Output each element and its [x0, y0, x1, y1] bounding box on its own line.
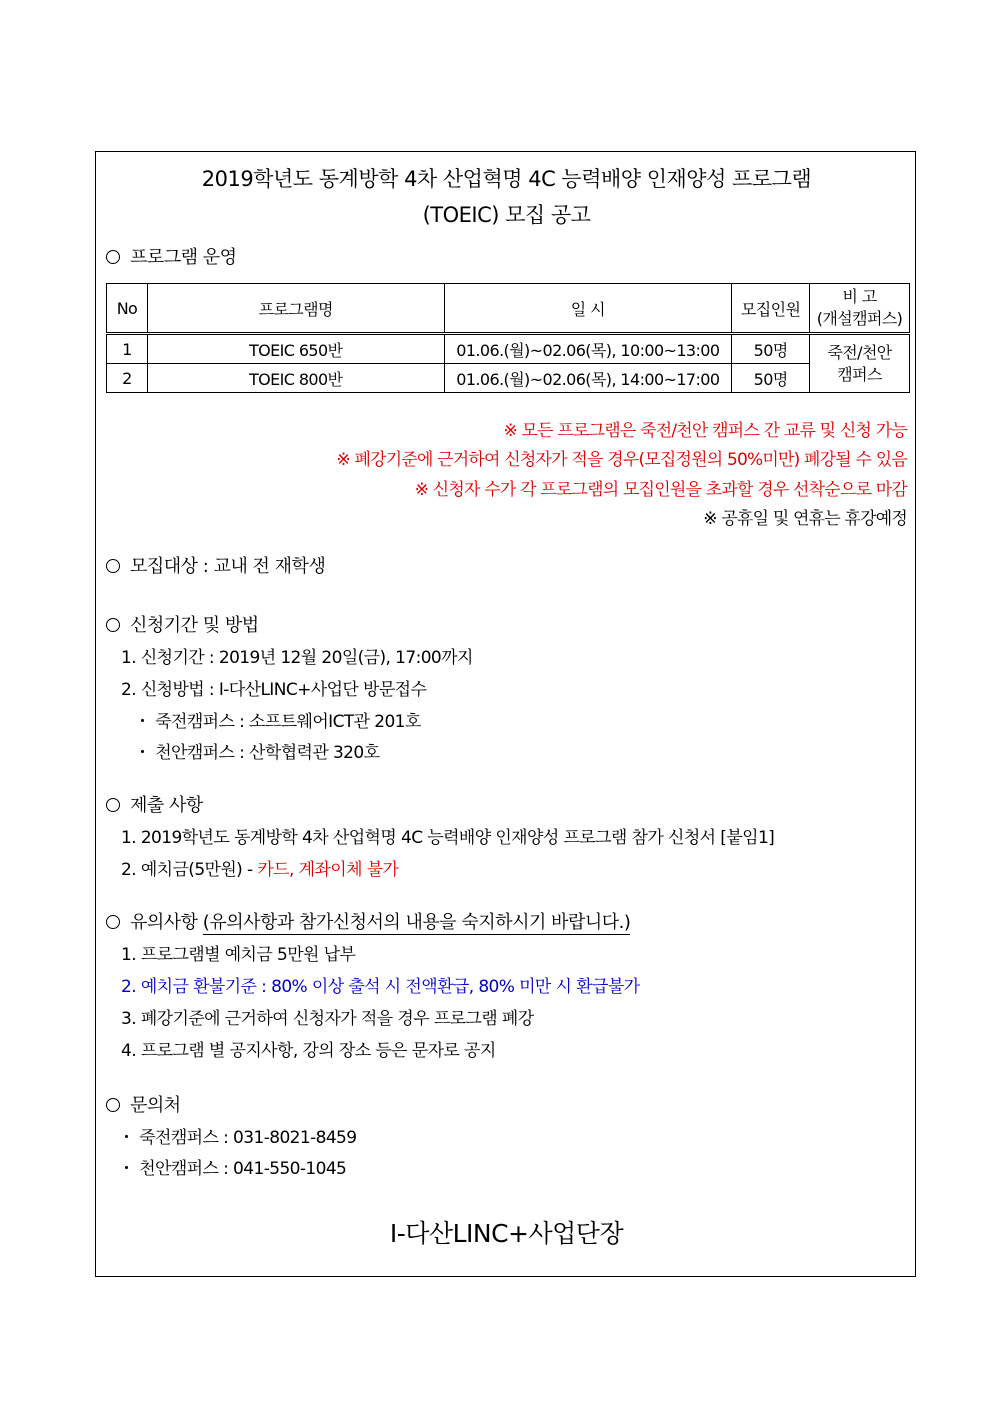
circle-bullet-icon — [106, 559, 120, 573]
precautions-heading: 유의사항 (유의사항과 참가신청서의 내용을 숙지하시기 바랍니다.) — [106, 908, 630, 934]
submission-heading: 제출 사항 — [106, 791, 203, 817]
col-name: 프로그램명 — [147, 284, 444, 334]
col-schedule: 일 시 — [444, 284, 732, 334]
table-header-row — [107, 284, 910, 334]
precaution-item-1: 1. 프로그램별 예치금 5만원 납부 — [121, 945, 356, 965]
circle-bullet-icon — [106, 915, 120, 929]
cell-capacity: 50명 — [732, 364, 810, 393]
target-line: 모집대상 : 교내 전 재학생 — [106, 552, 325, 578]
application-period: 1. 신청기간 : 2019년 12월 20일(금), 17:00까지 — [121, 648, 473, 668]
application-method: 2. 신청방법 : I-다산LINC+사업단 방문접수 — [121, 680, 427, 700]
application-heading: 신청기간 및 방법 — [106, 611, 259, 637]
precaution-item-2: 2. 예치금 환불기준 : 80% 이상 출석 시 전액환급, 80% 미만 시 환급불가 — [121, 977, 640, 997]
col-no: No — [107, 284, 148, 334]
program-table — [106, 283, 910, 393]
col-remark: 비 고 (개설캠퍼스) — [810, 284, 910, 334]
notice-title-line1: 2019학년도 동계방학 4차 산업혁명 4C 능력배양 인재양성 프로그램 — [201, 167, 812, 191]
circle-bullet-icon — [106, 798, 120, 812]
contact-heading: 문의처 — [106, 1091, 181, 1117]
submission-item-1: 1. 2019학년도 동계방학 4차 산업혁명 4C 능력배양 인재양성 프로그램 참가 신청서 [붙임1] — [121, 828, 775, 848]
program-heading: 프로그램 운영 — [106, 243, 237, 269]
cell-name: TOEIC 800반 — [147, 364, 444, 393]
cheonan-location: ・ 천안캠퍼스 : 산학협력관 320호 — [134, 743, 380, 763]
cell-schedule: 01.06.(월)~02.06(목), 14:00~17:00 — [444, 364, 732, 393]
notice-frame — [95, 151, 916, 1277]
note-exchange: ※ 모든 프로그램은 죽전/천안 캠퍼스 간 교류 및 신청 가능 — [503, 421, 907, 441]
notice-title-line2: (TOEIC) 모집 공고 — [422, 203, 591, 227]
table-row — [107, 334, 910, 364]
cell-name: TOEIC 650반 — [147, 334, 444, 364]
submission-item-2: 2. 예치금(5만원) - 카드, 계좌이체 불가 — [121, 860, 399, 880]
contact-jukjeon: ・ 죽전캠퍼스 : 031-8021-8459 — [118, 1128, 357, 1148]
cell-capacity: 50명 — [732, 334, 810, 364]
table-row — [107, 364, 910, 393]
cell-remark: 죽전/천안 캠퍼스 — [810, 334, 910, 393]
note-first-come: ※ 신청자 수가 각 프로그램의 모집인원을 초과할 경우 선착순으로 마감 — [414, 480, 907, 500]
col-capacity: 모집인원 — [732, 284, 810, 334]
precaution-item-4: 4. 프로그램 별 공지사항, 강의 장소 등은 문자로 공지 — [121, 1041, 496, 1061]
contact-cheonan: ・ 천안캠퍼스 : 041-550-1045 — [118, 1159, 347, 1179]
precaution-item-3: 3. 폐강기준에 근거하여 신청자가 적을 경우 프로그램 폐강 — [121, 1009, 534, 1029]
cell-no: 1 — [107, 334, 148, 364]
circle-bullet-icon — [106, 618, 120, 632]
note-cancellation: ※ 폐강기준에 근거하여 신청자가 적을 경우(모집정원의 50%미만) 폐강될 수 있음 — [336, 450, 907, 470]
signature: I-다산LINC+사업단장 — [389, 1219, 624, 1248]
circle-bullet-icon — [106, 250, 120, 264]
circle-bullet-icon — [106, 1098, 120, 1112]
note-holiday: ※ 공휴일 및 연휴는 휴강예정 — [703, 509, 907, 529]
cell-no: 2 — [107, 364, 148, 393]
jukjeon-location: ・ 죽전캠퍼스 : 소프트웨어ICT관 201호 — [134, 712, 421, 732]
cell-schedule: 01.06.(월)~02.06(목), 10:00~13:00 — [444, 334, 732, 364]
